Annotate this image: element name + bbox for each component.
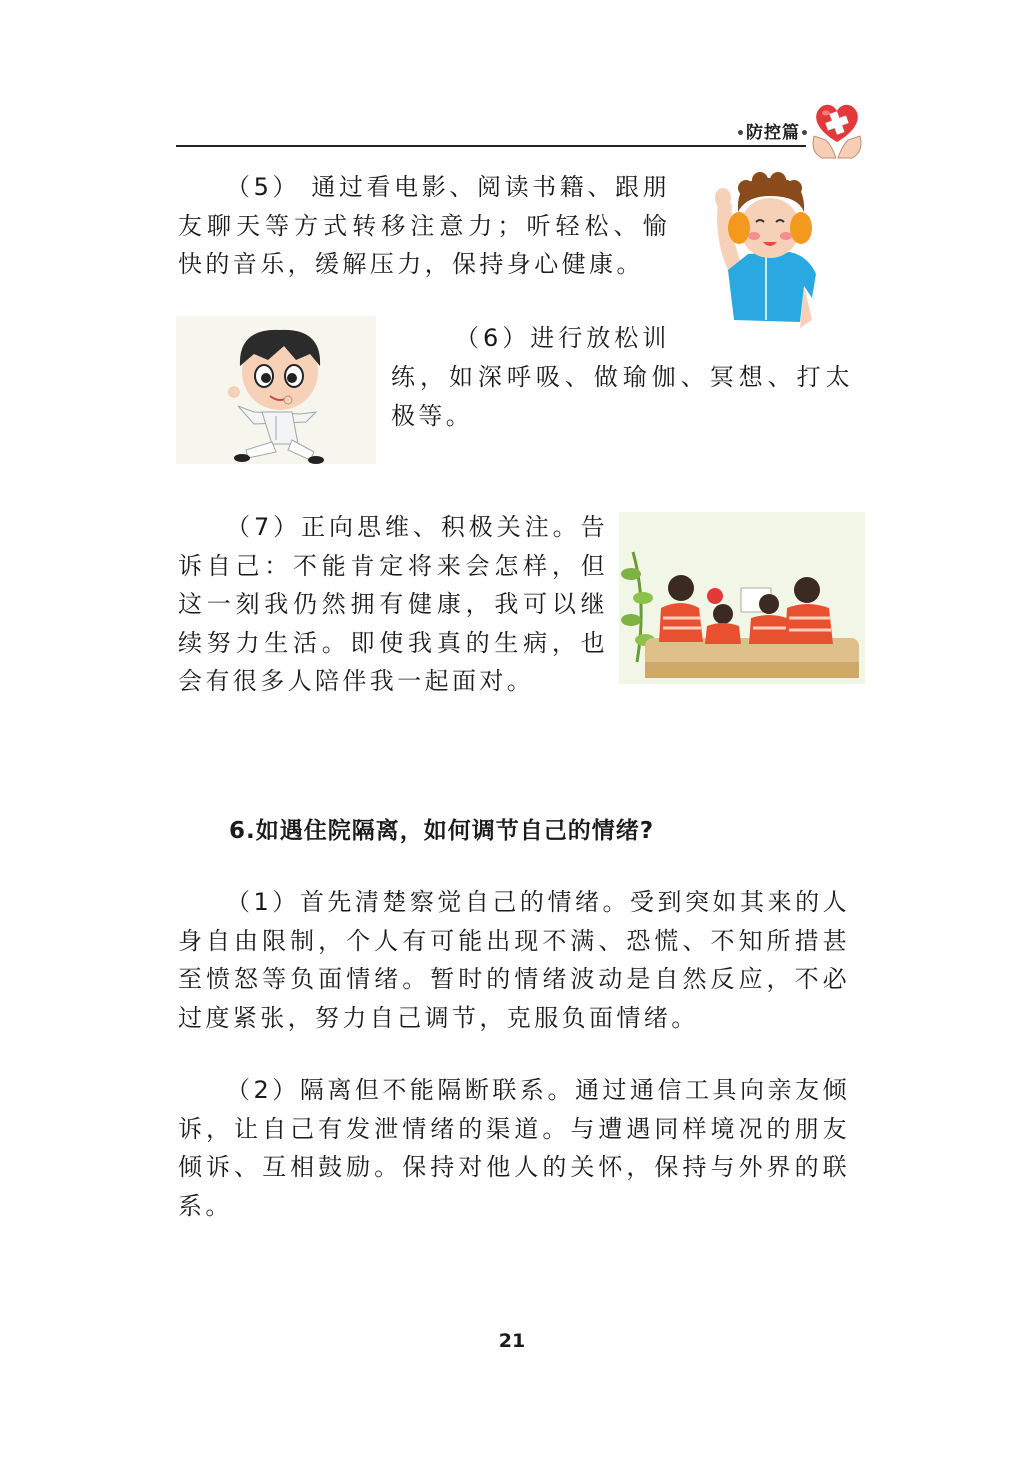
boy-with-headphones-illustration: [708, 170, 818, 330]
section-6-paragraph-2: （2）隔离但不能隔断联系。通过通信工具向亲友倾诉，让自己有发泄情绪的渠道。与遭遇同样境况的朋友倾诉、互相鼓励。保持对他人的关怀，保持与外界的联系。: [178, 1076, 850, 1220]
section-6-title: 6.如遇住院隔离，如何调节自己的情绪?: [229, 818, 655, 844]
bullet-dot-icon: •: [736, 126, 746, 142]
chapter-label: [736, 118, 810, 143]
section-6-paragraph-1: （1）首先清楚察觉自己的情绪。受到突如其来的人身自由限制，个人有可能出现不满、恐慌、不知所措甚至愤怒等负面情绪。暂时的情绪波动是自然反应，不必过度紧张，努力自己调节，克服负面情绪。: [178, 888, 850, 1032]
page-number: 21: [498, 1330, 526, 1352]
paragraph-6-continuation: 练，如深呼吸、做瑜伽、冥想、打太极等。: [391, 363, 853, 430]
bullet-dot-icon: •: [799, 126, 810, 142]
header-divider: [176, 145, 806, 147]
boy-tai-chi-illustration: [176, 316, 376, 464]
heart-hands-icon: [806, 96, 868, 160]
family-on-sofa-panel: [619, 512, 865, 684]
paragraph-5: （5） 通过看电影、阅读书籍、跟朋友聊天等方式转移注意力；听轻松、愉快的音乐，缓解压力，保持身心健康。: [178, 173, 670, 278]
family-on-sofa-illustration: [619, 512, 865, 684]
paragraph-7: （7）正向思维、积极关注。告诉自己：不能肯定将来会怎样，但这一刻我仍然拥有健康，我可以继续努力生活。即使我真的生病，也会有很多人陪伴我一起面对。: [178, 513, 608, 695]
paragraph-6-first-line: （6）进行放松训: [455, 324, 671, 352]
boy-tai-chi-panel: [176, 316, 376, 464]
chapter-label-text: 防控篇: [745, 123, 800, 143]
